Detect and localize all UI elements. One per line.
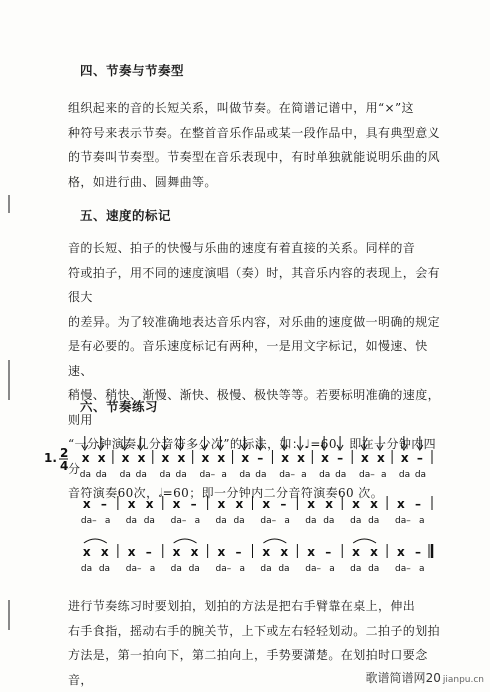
syllable: da–: [394, 564, 411, 574]
syllable: da–: [215, 564, 232, 574]
rhythm-note: x: [161, 451, 170, 465]
rhythm-note: x: [177, 451, 186, 465]
margin-mark: [8, 360, 10, 400]
rhythm-note: x: [370, 545, 378, 559]
rhythm-dash: –: [190, 497, 197, 511]
syllable: da–: [260, 516, 277, 526]
syllable: da: [79, 470, 92, 480]
rhythm-note: x: [360, 451, 369, 465]
section-5-paragraph: [68, 236, 448, 506]
rhythm-note: x: [190, 545, 199, 559]
rhythm-note: x: [127, 545, 136, 559]
rhythm-note: x: [217, 451, 226, 465]
rhythm-note: x: [81, 451, 90, 465]
syllable: da: [255, 470, 267, 480]
rhythm-note: x: [82, 497, 91, 511]
rhythm-note: x: [217, 545, 226, 559]
text-line: 格，如进行曲、圆舞曲等。: [68, 174, 217, 189]
text-line: 音符演奏60次，𝅗𝅥=60；即一分钟内二分音符演奏60 次。: [68, 486, 384, 500]
rhythm-note: x: [172, 497, 181, 511]
text-line: 是有必要的。音乐速度标记有两种，一是用文字标记，如慢速、快速、: [68, 339, 428, 378]
rhythm-note: x: [241, 451, 250, 465]
syllable: da: [170, 564, 182, 574]
syllable: da: [215, 516, 227, 526]
syllable: da–: [199, 470, 216, 480]
syllable: da–: [305, 564, 321, 574]
margin-mark: [8, 600, 10, 630]
syllable: da: [143, 516, 155, 526]
syllable: a: [329, 564, 335, 574]
syllable: a: [239, 564, 245, 574]
rhythm-note: x: [172, 545, 181, 559]
watermark-site: 歌谱简谱网: [365, 671, 426, 685]
rhythm-note: x: [145, 497, 154, 511]
margin-mark: [8, 195, 10, 213]
rhythm-note: x: [352, 545, 360, 559]
rhythm-note: x: [321, 451, 329, 465]
syllable: da: [260, 564, 272, 574]
syllable: da: [175, 470, 187, 480]
watermark: [366, 669, 484, 686]
syllable: da: [98, 564, 111, 574]
syllable: a: [194, 516, 201, 526]
rhythm-note: x: [121, 451, 130, 465]
syllable: a: [284, 516, 290, 526]
syllable: da: [239, 470, 251, 480]
time-signature-bottom: 4: [60, 459, 69, 473]
rhythm-note: x: [201, 451, 210, 465]
text-line: 种符号来表示节奏。在整首音乐作品或某一段作品中，具有典型意义: [68, 125, 441, 140]
rhythm-note: x: [100, 545, 109, 559]
text-line: 右手食指，摇动右手的腕关节，上下或左右轻轻划动。二拍子的划拍: [68, 623, 441, 638]
rhythm-dash: –: [414, 497, 421, 511]
syllable: da–: [279, 470, 295, 480]
syllable: da–: [358, 470, 375, 480]
rhythm-dash: –: [414, 545, 421, 559]
syllable: da–: [80, 516, 97, 526]
rhythm-dash: –: [337, 451, 344, 465]
watermark-url: jianpu.cn: [442, 675, 484, 685]
rhythm-note: x: [235, 497, 244, 511]
text-line: 组织起来的音的长短关系，叫做节奏。在简谱记谱中，用“×”这: [68, 101, 414, 115]
rhythm-dash: –: [416, 451, 423, 465]
tie-arc: [353, 539, 376, 543]
section-4-title: 四、节奏与节奏型: [80, 63, 185, 78]
rhythm-note: x: [262, 497, 271, 511]
syllable: da: [368, 516, 380, 526]
text-line: 稍慢、稍快、渐慢、渐快、极慢、极快等等。若要标明准确的速度，则用: [68, 388, 441, 427]
syllable: da: [159, 470, 171, 480]
syllable: da: [95, 470, 107, 480]
syllable: a: [380, 470, 387, 480]
syllable: da: [350, 564, 362, 574]
syllable: da: [414, 470, 427, 480]
section-5-title: 五、速度的标记: [80, 208, 172, 223]
syllable: da: [335, 470, 347, 480]
rhythm-note: x: [137, 451, 146, 465]
rhythm-note: x: [352, 497, 360, 511]
rhythm-note: x: [127, 497, 136, 511]
syllable: a: [301, 470, 307, 480]
syllable: a: [418, 516, 425, 526]
rhythm-note: x: [280, 545, 289, 559]
section-4-paragraph: [68, 96, 448, 194]
text-line: “一分钟演奏几分音符多少次”的标法，如：♩=60，即在一分钟内四分: [68, 437, 437, 476]
watermark-page-number: 20: [425, 671, 441, 685]
text-line: 方法是，第一拍向下，第二拍向上，手势要潇楚。在划拍时口要念音，: [68, 648, 428, 687]
tie-arc: [174, 539, 197, 543]
rhythm-note: x: [217, 497, 226, 511]
syllable: da: [323, 516, 335, 526]
rhythm-dash: –: [280, 497, 287, 511]
syllable: da: [135, 470, 147, 480]
text-line: 符或拍子，用不同的速度演唱（奏）时，其音乐内容的表现上，会有很大: [68, 265, 441, 304]
tie-arc: [84, 539, 107, 543]
syllable: a: [149, 564, 156, 574]
syllable: da: [368, 564, 380, 574]
text-line: 的节奏叫节奏型。节奏型在音乐表现中，有时单独就能说明乐曲的风: [68, 150, 441, 164]
rhythm-note: x: [262, 545, 271, 559]
syllable: da: [278, 564, 290, 574]
syllable: da–: [125, 564, 142, 574]
tie-arc: [263, 539, 286, 543]
time-signature-top: 2: [60, 446, 69, 460]
text-line: 的差异。为了较准确地表达音乐内容，对乐曲的速度做一明确的规定: [68, 314, 441, 329]
rhythm-note: x: [396, 497, 405, 511]
rhythm-dash: –: [145, 545, 152, 559]
section-6-title: 六、节奏练习: [80, 399, 159, 414]
syllable: da: [188, 564, 200, 574]
rhythm-note: x: [400, 451, 409, 465]
rhythm-note: x: [82, 545, 91, 559]
rhythm-note: x: [307, 545, 315, 559]
rhythm-note: x: [97, 451, 106, 465]
rhythm-note: x: [370, 497, 378, 511]
syllable: da–: [394, 516, 411, 526]
syllable: da: [350, 516, 362, 526]
syllable: a: [221, 470, 227, 480]
exercise-number: 1.: [44, 451, 57, 465]
rhythm-dash: –: [235, 545, 242, 559]
rhythm-note: x: [281, 451, 289, 465]
text-line: 进行节奏练习时要划拍，划拍的方法是把右手臂靠在桌上，伸出: [68, 599, 416, 613]
syllable: da: [305, 516, 317, 526]
rhythm-note: x: [396, 545, 405, 559]
syllable: da: [398, 470, 411, 480]
syllable: da–: [170, 516, 187, 526]
syllable: da: [119, 470, 131, 480]
rhythm-note: x: [307, 497, 315, 511]
syllable: a: [418, 564, 425, 574]
rhythm-dash: –: [325, 545, 332, 559]
rhythm-note: x: [297, 451, 305, 465]
rhythm-dash: –: [100, 497, 107, 511]
syllable: da: [80, 564, 93, 574]
rhythm-note: x: [376, 451, 385, 465]
syllable: da: [125, 516, 137, 526]
syllable: da: [233, 516, 245, 526]
text-line: 音的长短、拍子的快慢与乐曲的速度有着直接的关系。同样的音: [68, 241, 416, 255]
rhythm-dash: –: [257, 451, 264, 465]
rhythm-note: x: [325, 497, 333, 511]
syllable: a: [104, 516, 111, 526]
syllable: da: [319, 470, 331, 480]
